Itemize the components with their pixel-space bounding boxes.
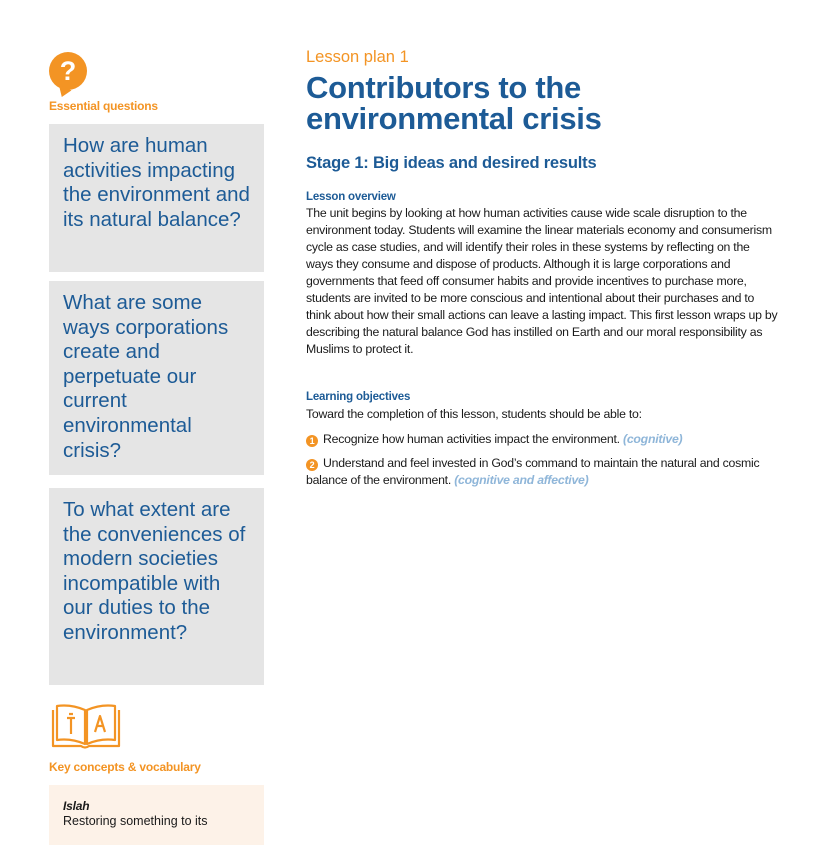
objective-2 (306, 455, 784, 489)
essential-questions-heading: Essential questions (49, 99, 158, 113)
stage-heading: Stage 1: Big ideas and desired results (306, 154, 597, 172)
vocab-box (49, 785, 264, 845)
essential-question-3: To what extent are the conveniences of modern societies incompatible with our duties to the environment? (49, 488, 264, 685)
question-icon: ? (49, 52, 87, 90)
objective-tag: (cognitive and affective) (454, 473, 589, 487)
vocab-term: Islah (63, 799, 90, 813)
key-concepts-heading: Key concepts & vocabulary (49, 760, 201, 774)
objectives-intro: Toward the completion of this lesson, students should be able to: (306, 407, 642, 421)
objective-tag: (cognitive) (622, 432, 683, 446)
objectives-heading: Learning objectives (306, 391, 411, 403)
objective-text: Understand and feel invested in God’s command to maintain the natural and cosmic balance of the environment. (306, 456, 760, 487)
objective-text: Recognize how human activities impact the environment. (323, 432, 620, 446)
essential-question-1: How are human activities impacting the environment and its natural balance? (49, 124, 264, 272)
book-icon (51, 702, 121, 750)
objective-number-badge: 2 (306, 459, 318, 471)
overview-text: The unit begins by looking at how human activities cause wide scale disruption to the environment today. Students will examine the linear materials economy and consumerism cycle as case studies, and will identify their roles in these systems by reflecting on the ways they consume and dispose of products. Although it is large corporations and governments that feed off consumer habits and provide incentives to purchase more, students are invited to be more conscious and intentional about their purchases and to think about how their small actions can leave a lasting impact. This first lesson wraps up by describing the natural balance God has instilled on Earth and our moral responsibility as Muslims to protect it. (306, 206, 778, 356)
objective-number-badge: 1 (306, 435, 318, 447)
vocab-definition: Restoring something to its (63, 814, 208, 828)
objective-1 (306, 431, 784, 448)
lesson-label: Lesson plan 1 (306, 48, 409, 66)
page-title: Contributors to the environmental crisis (306, 70, 602, 136)
overview-heading: Lesson overview (306, 191, 396, 203)
essential-question-2: What are some ways corporations create and perpetuate our current environmental crisis? (49, 281, 264, 475)
